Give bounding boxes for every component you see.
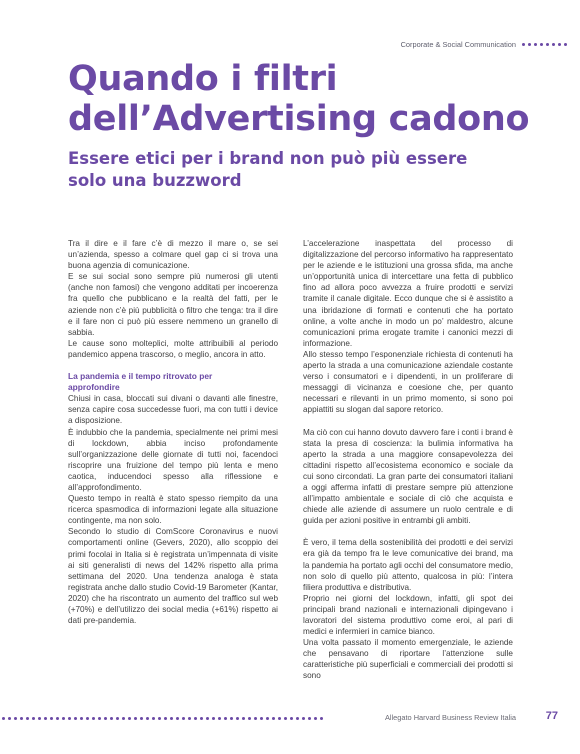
publication-name: Allegato Harvard Business Review Italia bbox=[384, 713, 516, 722]
section-label: Corporate & Social Communication bbox=[400, 39, 516, 49]
paragraph: Allo stesso tempo l’esponenziale richiesta di contenuti ha aperto la strada a una comunicazione aziendale costante verso i consumatori e i dipendenti, in un proliferare di messaggi di vicinanza e coesione che, per quanto necessari e rilevanti in un primo momento, si sono poi appiattiti su slogan dal sapore retorico. bbox=[303, 349, 513, 415]
section-heading: La pandemia e il tempo ritrovato per approfondire bbox=[68, 371, 213, 393]
paragraph: L’accelerazione inaspettata del processo di digitalizzazione del percorso informativo ha rappresentato per le aziende e le istituzioni una grossa sfida, ma anche un’opportunità unica di intercettare una fetta di pubblico fino ad allora poco avvezza a fruire prodotti e servizi tramite il canale digitale. Ecco dunque che si è assistito a una ibridazione di formati e contenuti che ha portato online, a volte anche in modo un po’ maldestro, alcune comunicazioni prima erogate tramite i canonici mezzi di informazione. bbox=[303, 239, 513, 348]
paragraph: Proprio nei giorni del lockdown, infatti, gli spot dei principali brand nazionali e internazionali dipingevano i lavoratori del sistema produttivo come eroi, al pari di medici e infermieri in camice bianco. bbox=[303, 593, 513, 637]
paragraph: È indubbio che la pandemia, specialmente nei primi mesi di lockdown, abbia inciso profondamente sull’organizzazione delle giornate di tutti noi, facendoci riscoprire una fruizione del tempo più lenta e meno caotica, inducendoci spesso alla riflessione e all’approfondimento. bbox=[68, 427, 278, 492]
running-footer bbox=[0, 712, 580, 726]
article-subtitle: Essere etici per i brand non può più essere solo una buzzword bbox=[68, 149, 468, 190]
paragraph: È vero, il tema della sostenibilità dei prodotti e dei servizi era già da tempo fra le leve comunicative dei brand, ma la pandemia ha portato agli occhi del consumatore medio, non solo di quello più attento, qualcosa in più: l’intera filiera produttiva e distributiva. bbox=[303, 538, 513, 592]
running-header bbox=[401, 38, 570, 50]
paragraph: Secondo lo studio di ComScore Coronavirus e nuovi comportamenti online (Gevers, 2020), allo scoppio dei primi focolai in Italia si è registrata un’impennata di visite ai siti generalisti di news del 142% rispetto alla prima settimana del 2020. Una tendenza analoga è stata registrata anche dallo studio Covid-19 Barometer (Kantar, 2020) che ha riscontrato un aumento del traffico sul web (+70%) e dell’utilizzo dei social media (+61%) rispetto ai dati pre-pandemia. bbox=[68, 527, 278, 626]
right-column bbox=[303, 238, 513, 682]
paragraph: Ma ciò con cui hanno dovuto davvero fare i conti i brand è stata la presa di coscienza: la bulimia informativa ha aperto la strada a una maggiore consapevolezza dei cittadini rispetto all’ecosistema economico e sociale da cui sono circondati. La gran parte dei consumatori italiani a oggi afferma infatti di prestare sempre più attenzione all’impatto ambientale e sociale di ciò che acquista e chiede alle aziende di assumere un ruolo centrale e di guida per azioni positive in entrambi gli ambiti. bbox=[303, 427, 513, 526]
paragraph: Tra il dire e il fare c’è di mezzo il mare o, se sei un’azienda, spesso a colmare quel gap ci si trova una buona agenzia di comunicazione. bbox=[68, 239, 278, 271]
footer-dot-leader bbox=[2, 717, 326, 720]
page-number: 77 bbox=[545, 710, 558, 722]
paragraph: Chiusi in casa, bloccati sui divani o davanti alle finestre, senza capire cosa succedesse fuori, ma con tutti i device a disposizione. bbox=[68, 394, 278, 426]
paragraph: Questo tempo in realtà è stato spesso riempito da una ricerca spasmodica di informazioni legate alla situazione contingente, ma non solo. bbox=[68, 494, 278, 526]
paragraph: Una volta passato il momento emergenziale, le aziende che pensavano di riportare l’attenzione sulle caratteristiche più superficiali e commerciali dei prodotti si sono bbox=[303, 638, 513, 681]
paragraph: Le cause sono molteplici, molte attribuibili al periodo pandemico appena trascorso, o meglio, ancora in atto. bbox=[68, 338, 278, 359]
header-dot-leader bbox=[522, 43, 570, 46]
article-title: Quando i filtri dell’Advertising cadono bbox=[68, 59, 530, 139]
paragraph: E se sui social sono sempre più numerosi gli utenti (anche non famosi) che vengono additati per incoerenza fra quello che pubblicano e la realtà del fatti, per le aziende non c’è più pubblicità o filtro che tenga: tra il dire e il fare non ci può più essere nemmeno un granello di sabbia. bbox=[68, 272, 278, 337]
left-column bbox=[68, 238, 278, 626]
